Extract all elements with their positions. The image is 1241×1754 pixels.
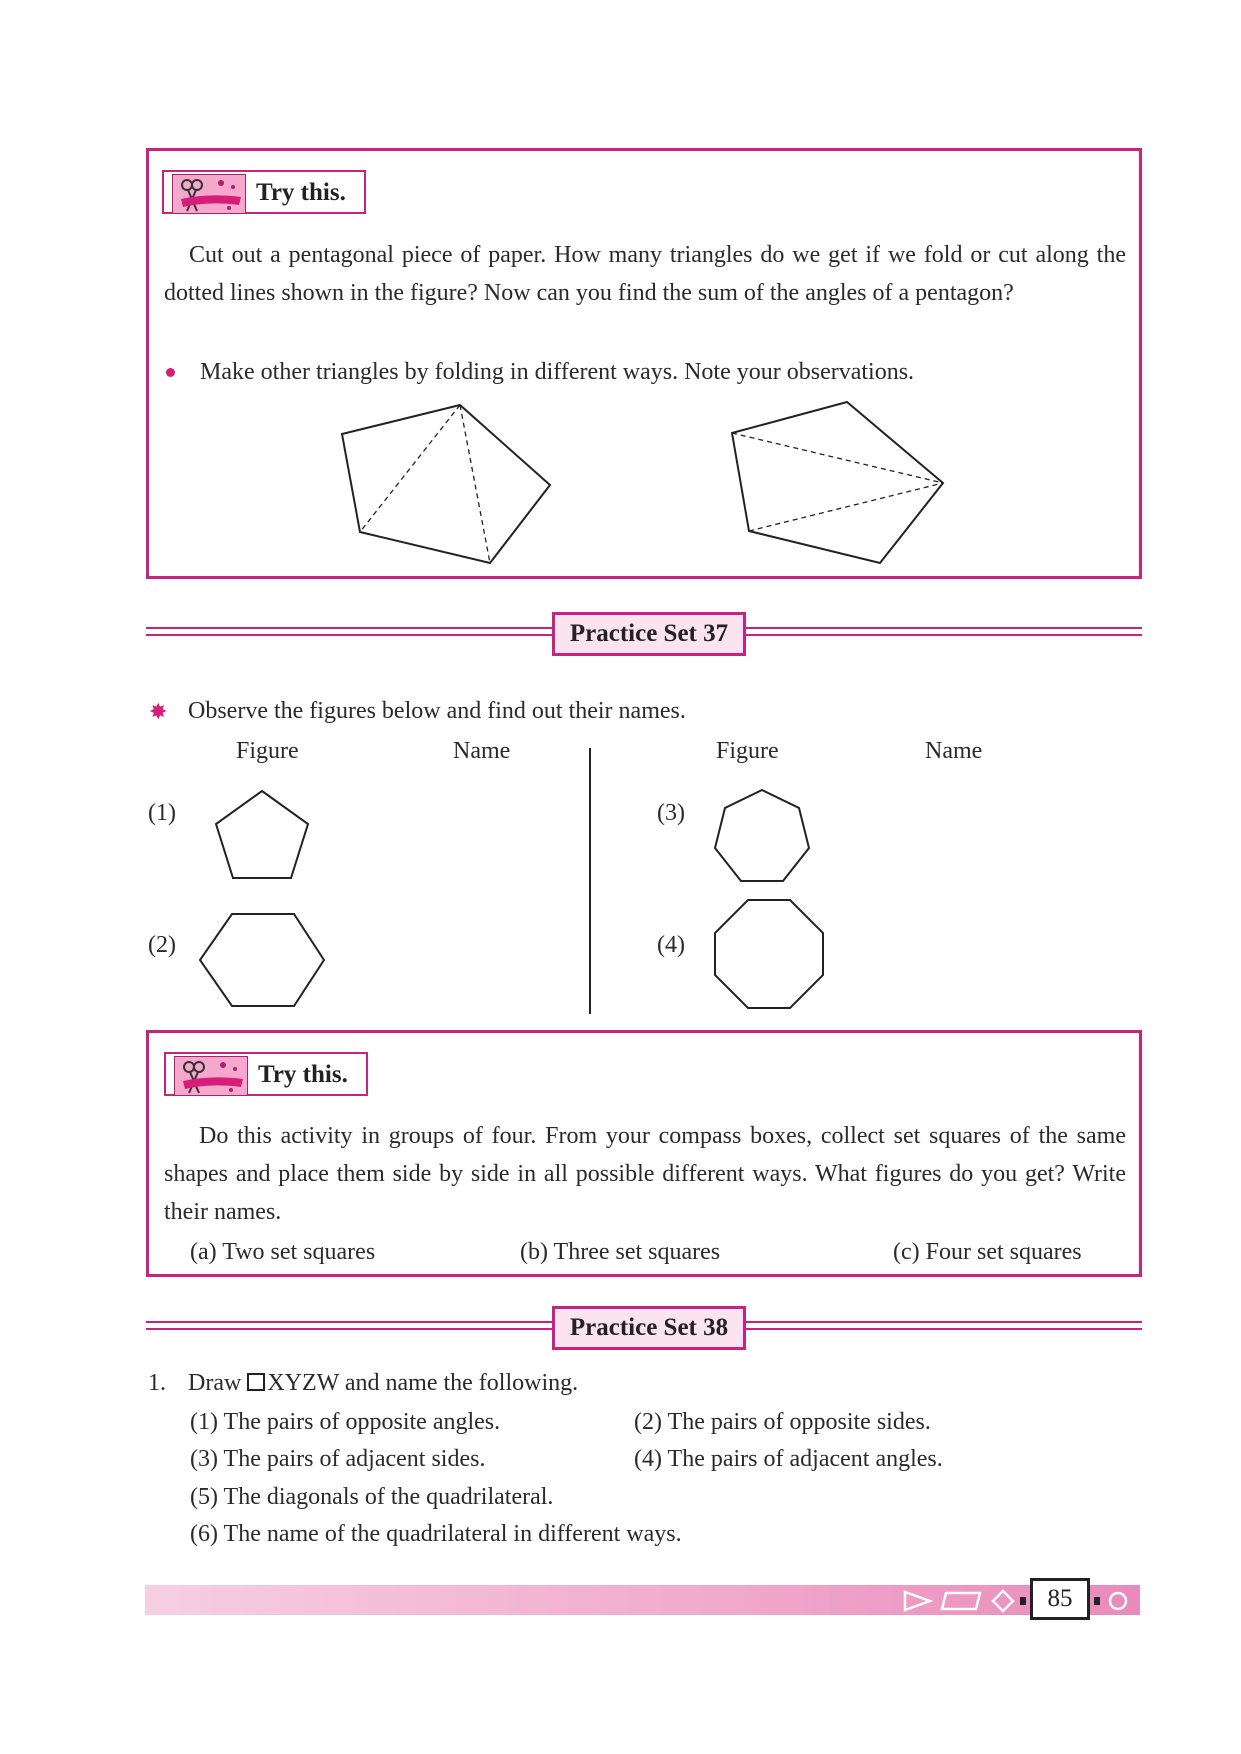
practice-set-37-rule-left	[146, 627, 552, 636]
hexagon-figure	[196, 910, 326, 1008]
q1-item-1: (1) The pairs of opposite angles.	[190, 1409, 501, 1435]
heptagon-figure	[711, 786, 813, 886]
practice-set-37-title: Practice Set 37	[552, 612, 746, 656]
figure-label-3: (3)	[657, 800, 685, 826]
col-header-figure-left: Figure	[236, 738, 299, 764]
col-header-name-right: Name	[925, 738, 983, 764]
figure-label-4: (4)	[657, 932, 685, 958]
bullet-icon	[166, 368, 175, 377]
q1-number: 1.	[148, 1370, 166, 1396]
practice-set-38-rule-right	[746, 1321, 1142, 1330]
q1-text	[188, 1364, 888, 1402]
try2-paragraph: Do this activity in groups of four. From your compass boxes, collect set squares of the same shapes and place them side by side in all possible different ways. What figures do you get? Write their names.	[164, 1123, 1126, 1225]
col-header-name-left: Name	[453, 738, 511, 764]
ps37-instruction: Observe the figures below and find out their names.	[188, 698, 686, 724]
pentagon-fold-figure-2	[725, 395, 955, 575]
try2-option-c: (c) Four set squares	[893, 1239, 1082, 1265]
try2-option-b: (b) Three set squares	[520, 1239, 721, 1265]
figure-label-1: (1)	[148, 800, 176, 826]
page-number: 85	[1030, 1578, 1090, 1620]
q1-item-6: (6) The name of the quadrilateral in different ways.	[190, 1521, 682, 1547]
scissors-icon	[172, 174, 246, 214]
q1-item-2: (2) The pairs of opposite sides.	[634, 1409, 931, 1435]
try-this-badge-1	[162, 170, 366, 214]
try1-bullet-text: Make other triangles by folding in different ways. Note your observations.	[200, 359, 915, 385]
star-icon: ✸	[149, 699, 168, 724]
try1-paragraph: Cut out a pentagonal piece of paper. How many triangles do we get if we fold or cut along the dotted lines shown in the figure? Now can you find the sum of the angles of a pentagon?	[164, 242, 1126, 306]
footer-shapes-icon	[902, 1588, 1142, 1614]
quadrilateral-symbol-icon	[247, 1373, 265, 1391]
try-this-badge-2	[164, 1052, 368, 1096]
figure-label-2: (2)	[148, 932, 176, 958]
try-this-label: Try this.	[258, 1061, 348, 1088]
scissors-icon	[174, 1056, 248, 1096]
column-divider	[589, 748, 591, 1014]
try2-option-a: (a) Two set squares	[190, 1239, 376, 1265]
q1-post: XYZW and name the following.	[267, 1370, 579, 1396]
pentagon-figure	[212, 786, 312, 880]
col-header-figure-right: Figure	[716, 738, 779, 764]
q1-item-5: (5) The diagonals of the quadrilateral.	[190, 1484, 554, 1510]
practice-set-38-title: Practice Set 38	[552, 1306, 746, 1350]
q1-pre: Draw	[188, 1370, 242, 1396]
practice-set-38-rule-left	[146, 1321, 552, 1330]
pentagon-fold-figure-1	[330, 395, 560, 575]
q1-item-3: (3) The pairs of adjacent sides.	[190, 1446, 486, 1472]
try-this-label: Try this.	[256, 179, 346, 206]
practice-set-37-rule-right	[746, 627, 1142, 636]
q1-item-4: (4) The pairs of adjacent angles.	[634, 1446, 943, 1472]
octagon-figure	[711, 896, 827, 1012]
